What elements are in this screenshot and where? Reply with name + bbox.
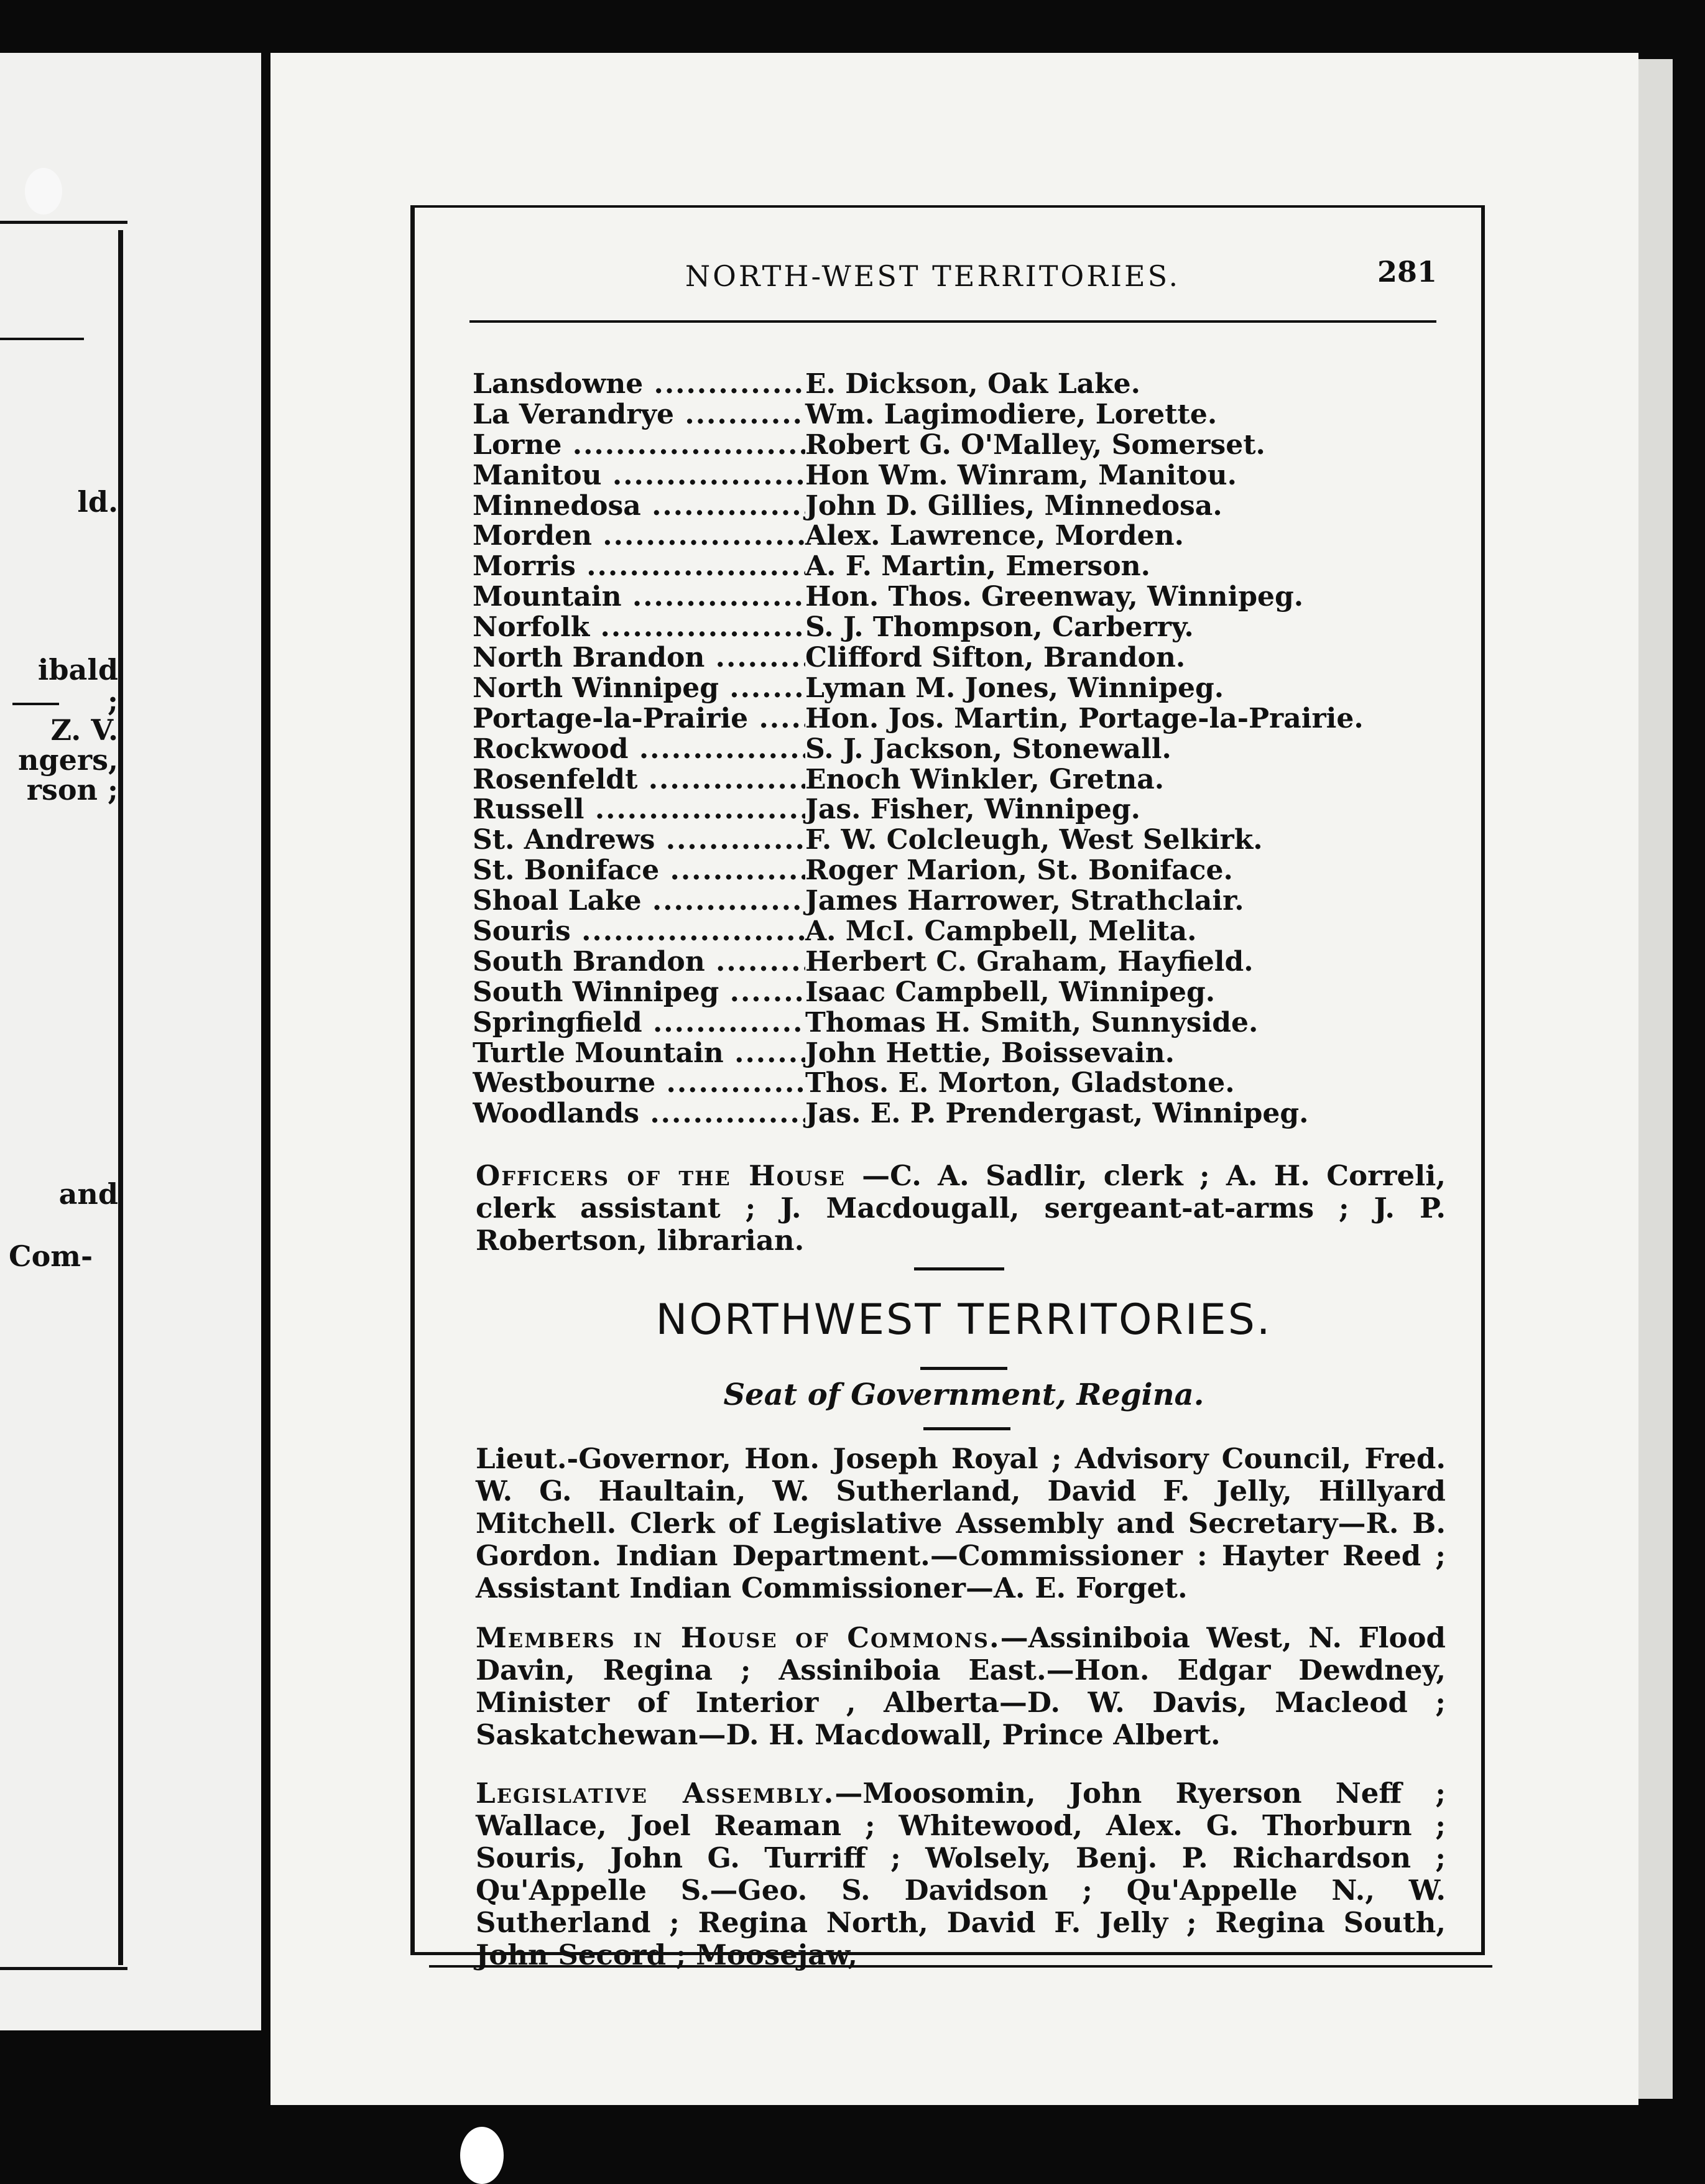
member-name: Thos. E. Morton, Gladstone. <box>805 1067 1235 1099</box>
member-name: A. McI. Campbell, Melita. <box>805 915 1197 948</box>
riding-row <box>473 733 1467 764</box>
member-name: Jas. E. P. Prendergast, Winnipeg. <box>805 1098 1309 1130</box>
riding-name: Portage-la-Prairie ..... <box>473 703 805 734</box>
assembly-paragraph <box>476 1777 1446 1971</box>
member-name: E. Dickson, Oak Lake. <box>805 368 1140 400</box>
riding-row <box>473 550 1467 581</box>
member-name: John D. Gillies, Minnedosa. <box>805 489 1222 522</box>
riding-name: Mountain ..... <box>473 581 805 613</box>
riding-row <box>473 1098 1467 1128</box>
scan-light-mark <box>25 168 62 215</box>
riding-name: Shoal Lake ..... <box>473 885 805 917</box>
riding-row <box>473 581 1467 611</box>
riding-name: Morris ..... <box>473 550 805 582</box>
riding-name: Souris ..... <box>473 915 805 947</box>
commons-paragraph <box>476 1622 1446 1751</box>
member-name: Roger Marion, St. Boniface. <box>805 854 1233 887</box>
riding-row <box>473 946 1467 976</box>
member-name: Robert G. O'Malley, Somerset. <box>805 428 1265 461</box>
riding-name: St. Andrews ..... <box>473 824 805 856</box>
riding-name: St. Boniface ..... <box>473 854 805 886</box>
member-name: F. W. Colcleugh, West Selkirk. <box>805 824 1263 856</box>
left-fragment: Com- <box>9 1239 93 1273</box>
member-name: Isaac Campbell, Winnipeg. <box>805 976 1216 1008</box>
riding-row <box>473 915 1467 946</box>
riding-name: La Verandrye ..... <box>473 399 805 430</box>
seat-divider <box>923 1427 1010 1430</box>
member-name: S. J. Thompson, Carberry. <box>805 611 1194 644</box>
riding-row <box>473 824 1467 854</box>
riding-row <box>473 490 1467 521</box>
seat-of-government: Seat of Government, Regina. <box>723 1377 1204 1412</box>
riding-row <box>473 429 1467 460</box>
officers-paragraph <box>476 1160 1446 1257</box>
page-edge <box>1638 59 1673 2099</box>
left-fragment: ngers, <box>17 743 118 777</box>
left-frame-bottom-rule <box>0 1967 127 1970</box>
header-rule <box>469 320 1436 323</box>
member-name: Hon. Thos. Greenway, Winnipeg. <box>805 581 1304 613</box>
member-name: Clifford Sifton, Brandon. <box>805 642 1186 674</box>
riding-name: Rosenfeldt ..... <box>473 764 805 795</box>
officers-text: —C. A. Sadlir, clerk ; A. H. Correli, clerk assistant ; J. Macdougall, sergeant-at-arms ; J. P. Robertson, librarian. <box>476 1159 1446 1257</box>
riding-name: South Winnipeg ..... <box>473 976 805 1008</box>
riding-row <box>473 611 1467 642</box>
riding-row <box>473 1067 1467 1098</box>
commons-text: —Assiniboia West, N. Flood Davin, Regina ; Assiniboia East.—Hon. Edgar Dewdney, Minister of Interior , Alberta—D. W. Davis, Macleod ; Saskatchewan—D. H. Macdowall, Prince Albert. <box>476 1621 1446 1751</box>
riding-row <box>473 399 1467 429</box>
member-name: Enoch Winkler, Gretna. <box>805 763 1165 795</box>
riding-name: Lorne ..... <box>473 429 805 461</box>
member-name: Lyman M. Jones, Winnipeg. <box>805 672 1224 704</box>
page-number: 281 <box>1377 255 1438 289</box>
riding-name: Westbourne ..... <box>473 1067 805 1099</box>
member-name: Jas. Fisher, Winnipeg. <box>805 794 1140 826</box>
riding-row <box>473 1007 1467 1037</box>
government-paragraph: Lieut.-Governor, Hon. Joseph Royal ; Advisory Council, Fred. W. G. Haultain, W. Sutherland, David F. Jelly, Hillyard Mitchell. Clerk of Legislative Assembly and Secretary—R. B. Gordon. Indian Department.—Commissioner : Hayter Reed ; Assistant Indian Commissioner—A. E. Forget. <box>476 1442 1446 1604</box>
riding-row <box>473 642 1467 672</box>
officers-lead: Officers of the House <box>476 1159 846 1192</box>
riding-row <box>473 794 1467 824</box>
riding-name: Woodlands ..... <box>473 1098 805 1129</box>
member-name: James Harrower, Strathclair. <box>805 885 1244 917</box>
riding-row <box>473 854 1467 885</box>
riding-name: Russell ..... <box>473 794 805 825</box>
riding-name: North Brandon ..... <box>473 642 805 673</box>
riding-row <box>473 1037 1467 1068</box>
assembly-text: —Moosomin, John Ryerson Neff ; Wallace, Joel Reaman ; Whitewood, Alex. G. Thorburn ; Souris, John G. Turriff ; Wolsely, Benj. P. Richardson ; Qu'Appelle S.—Geo. S. Davidson ; Qu'Appelle N., W. Sutherland ; Regina North, David F. Jelly ; Regina South, John Secord ; Moosejaw, <box>476 1777 1446 1971</box>
riding-name: North Winnipeg ..... <box>473 672 805 704</box>
riding-name: Minnedosa ..... <box>473 490 805 522</box>
riding-row <box>473 764 1467 794</box>
riding-name: Turtle Mountain ..... <box>473 1037 805 1069</box>
left-fragment: and <box>58 1177 118 1211</box>
riding-list <box>473 368 1467 1128</box>
riding-name: Springfield ..... <box>473 1007 805 1039</box>
riding-name: Morden ..... <box>473 520 805 552</box>
assembly-lead: Legislative Assembly. <box>476 1777 835 1810</box>
riding-name: Norfolk ..... <box>473 611 805 643</box>
commons-lead: Members in House of Commons. <box>476 1621 1000 1654</box>
left-fragment: Z. V. <box>50 713 118 747</box>
scan-light-mark <box>460 2127 504 2184</box>
member-name: S. J. Jackson, Stonewall. <box>805 733 1171 765</box>
riding-row <box>473 368 1467 399</box>
member-name: John Hettie, Boissevain. <box>805 1037 1175 1069</box>
riding-row <box>473 672 1467 703</box>
member-name: Wm. Lagimodiere, Lorette. <box>805 398 1218 430</box>
left-fragment: ; <box>108 684 118 718</box>
left-fragment: rson ; <box>26 773 118 807</box>
riding-name: Rockwood ..... <box>473 733 805 765</box>
left-page <box>0 53 261 2030</box>
left-frame-right-rule <box>118 230 123 1965</box>
left-fragment: ld. <box>77 485 118 519</box>
member-name: Alex. Lawrence, Morden. <box>805 520 1184 552</box>
section-title: NORTHWEST TERRITORIES. <box>655 1295 1272 1344</box>
riding-row <box>473 703 1467 733</box>
left-header-rule <box>0 338 84 340</box>
left-fragment: ibald <box>37 653 118 687</box>
riding-row <box>473 520 1467 550</box>
riding-row <box>473 460 1467 490</box>
member-name: A. F. Martin, Emerson. <box>805 550 1150 583</box>
riding-name: Lansdowne ..... <box>473 368 805 400</box>
left-frame-top-rule <box>0 221 127 224</box>
title-divider <box>920 1367 1007 1370</box>
section-divider <box>914 1267 1004 1270</box>
member-name: Thomas H. Smith, Sunnyside. <box>805 1006 1259 1039</box>
riding-row <box>473 976 1467 1007</box>
riding-name: South Brandon ..... <box>473 946 805 978</box>
running-head: NORTH-WEST TERRITORIES. <box>685 259 1181 293</box>
member-name: Hon. Jos. Martin, Portage-la-Prairie. <box>805 702 1364 734</box>
member-name: Hon Wm. Winram, Manitou. <box>805 459 1237 491</box>
member-name: Herbert C. Graham, Hayfield. <box>805 945 1254 978</box>
riding-row <box>473 885 1467 915</box>
riding-name: Manitou ..... <box>473 460 805 491</box>
